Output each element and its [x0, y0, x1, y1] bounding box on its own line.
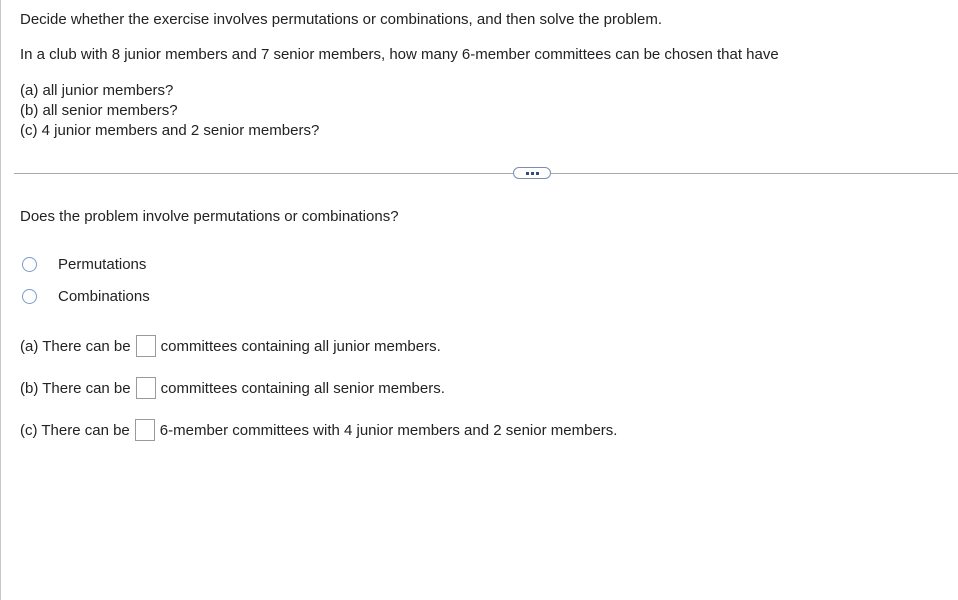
ellipsis-icon: [526, 172, 529, 175]
question-part-c: (c) 4 junior members and 2 senior members?: [20, 122, 320, 139]
answer-a-input[interactable]: [136, 335, 156, 357]
instructions-text: Decide whether the exercise involves permutations or combinations, and then solve the problem.: [20, 11, 663, 28]
answer-c-suffix: 6-member committees with 4 junior members and 2 senior members.: [159, 421, 618, 439]
answer-c-input[interactable]: [135, 419, 155, 441]
prompt-text: Does the problem involve permutations or combinations?: [20, 208, 399, 225]
answer-a-prefix: (a) There can be: [20, 337, 131, 355]
radio-option-combinations[interactable]: [22, 288, 150, 305]
question-part-a: (a) all junior members?: [20, 82, 174, 99]
radio-button-combinations[interactable]: [22, 289, 37, 304]
question-text: In a club with 8 junior members and 7 senior members, how many 6-member committees can be chosen that have: [20, 46, 779, 63]
ellipsis-icon-dot: [531, 172, 534, 175]
radio-label-combinations: Combinations: [58, 288, 150, 305]
radio-option-permutations[interactable]: [22, 256, 146, 273]
expand-more-button[interactable]: [513, 167, 551, 179]
section-divider: [14, 173, 958, 174]
answer-c-prefix: (c) There can be: [20, 421, 130, 439]
answer-b-input[interactable]: [136, 377, 156, 399]
panel-left-border: [0, 0, 1, 600]
question-part-b: (b) all senior members?: [20, 102, 178, 119]
answer-row-c: [20, 419, 617, 441]
answer-row-b: [20, 377, 445, 399]
answer-a-suffix: committees containing all junior members.: [160, 337, 441, 355]
radio-button-permutations[interactable]: [22, 257, 37, 272]
radio-label-permutations: Permutations: [58, 256, 147, 273]
answer-b-prefix: (b) There can be: [20, 379, 131, 397]
ellipsis-icon-dot: [536, 172, 539, 175]
answer-b-suffix: committees containing all senior members.: [160, 379, 445, 397]
question-parts-list: [20, 81, 319, 141]
answer-row-a: [20, 335, 441, 357]
